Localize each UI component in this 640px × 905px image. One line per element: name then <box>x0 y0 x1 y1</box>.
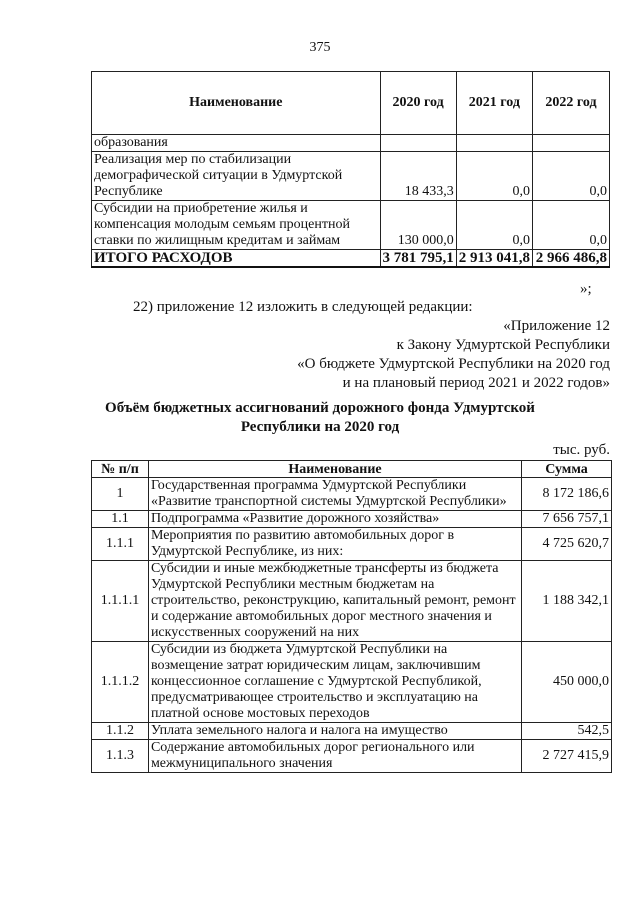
road-fund-table <box>91 460 612 773</box>
page-number: 375 <box>309 40 331 55</box>
header-sum: Сумма <box>522 461 612 478</box>
header-name: Наименование <box>92 72 381 135</box>
table-row <box>92 201 610 250</box>
row-number: 1.1.1.1 <box>92 561 149 642</box>
units-label: тыс. руб. <box>553 442 610 458</box>
row-2020 <box>380 135 456 152</box>
row-name: Субсидии и иные межбюджетные трансферты из бюджета Удмуртской Республики местным бюджетам на строительство, реконструкцию, капитальный ремонт, ремонт и содержание автомобильных дорог местного значения и искусственных сооружений на них <box>148 561 521 642</box>
row-2020: 18 433,3 <box>380 152 456 201</box>
row-2022: 0,0 <box>533 152 610 201</box>
table-row <box>92 723 612 740</box>
table-header-row <box>92 461 612 478</box>
row-number: 1.1.1 <box>92 528 149 561</box>
total-label: ИТОГО РАСХОДОВ <box>92 250 381 268</box>
row-name: Реализация мер по стабилизации демографической ситуации в Удмуртской Республике <box>92 152 381 201</box>
table-row <box>92 135 610 152</box>
row-name: Содержание автомобильных дорог регионального или межмуниципального значения <box>148 740 521 773</box>
row-2022: 0,0 <box>533 201 610 250</box>
row-sum: 450 000,0 <box>522 642 612 723</box>
appendix-line-2: к Закону Удмуртской Республики <box>396 337 610 353</box>
row-2021 <box>456 135 532 152</box>
row-number: 1 <box>92 478 149 511</box>
total-2021: 2 913 041,8 <box>456 250 532 268</box>
row-name: Уплата земельного налога и налога на имущество <box>148 723 521 740</box>
row-name: Государственная программа Удмуртской Республики «Развитие транспортной системы Удмуртской Республики» <box>148 478 521 511</box>
total-2022: 2 966 486,8 <box>533 250 610 268</box>
total-row <box>92 250 610 268</box>
header-name: Наименование <box>148 461 521 478</box>
row-2021: 0,0 <box>456 152 532 201</box>
total-2020: 3 781 795,1 <box>380 250 456 268</box>
row-name: Субсидии на приобретение жилья и компенсация молодым семьям процентной ставки по жилищным кредитам и займам <box>92 201 381 250</box>
row-sum: 542,5 <box>522 723 612 740</box>
document-title: Объём бюджетных ассигнований дорожного фонда Удмуртской Республики на 2020 год <box>105 400 535 435</box>
row-number: 1.1.2 <box>92 723 149 740</box>
row-sum: 8 172 186,6 <box>522 478 612 511</box>
row-2022 <box>533 135 610 152</box>
appendix-line-3: «О бюджете Удмуртской Республики на 2020 год <box>297 356 610 372</box>
amendment-item-22: 22) приложение 12 изложить в следующей редакции: <box>133 299 473 315</box>
table-row <box>92 740 612 773</box>
table-row <box>92 478 612 511</box>
row-number: 1.1.3 <box>92 740 149 773</box>
appendix-line-1: «Приложение 12 <box>503 318 610 334</box>
row-2021: 0,0 <box>456 201 532 250</box>
row-number: 1.1 <box>92 511 149 528</box>
table-row <box>92 511 612 528</box>
closing-quote: »; <box>580 281 592 297</box>
row-sum: 7 656 757,1 <box>522 511 612 528</box>
table-row <box>92 642 612 723</box>
table-row <box>92 152 610 201</box>
row-sum: 2 727 415,9 <box>522 740 612 773</box>
table-header-row <box>92 72 610 135</box>
row-name: образования <box>92 135 381 152</box>
header-2021: 2021 год <box>456 72 532 135</box>
row-name: Мероприятия по развитию автомобильных дорог в Удмуртской Республике, из них: <box>148 528 521 561</box>
row-2020: 130 000,0 <box>380 201 456 250</box>
row-number: 1.1.1.2 <box>92 642 149 723</box>
budget-table-continued <box>91 71 610 268</box>
row-name: Подпрограмма «Развитие дорожного хозяйства» <box>148 511 521 528</box>
row-sum: 4 725 620,7 <box>522 528 612 561</box>
header-number: № п/п <box>92 461 149 478</box>
row-sum: 1 188 342,1 <box>522 561 612 642</box>
table-row <box>92 528 612 561</box>
table-row <box>92 561 612 642</box>
row-name: Субсидии из бюджета Удмуртской Республики на возмещение затрат юридическим лицам, заключившим концессионное соглашение с Удмуртской Республикой, предусматривающее строительство и эксплуатацию на платной основе мостовых переходов <box>148 642 521 723</box>
header-2022: 2022 год <box>533 72 610 135</box>
header-2020: 2020 год <box>380 72 456 135</box>
appendix-line-4: и на плановый период 2021 и 2022 годов» <box>342 375 610 391</box>
